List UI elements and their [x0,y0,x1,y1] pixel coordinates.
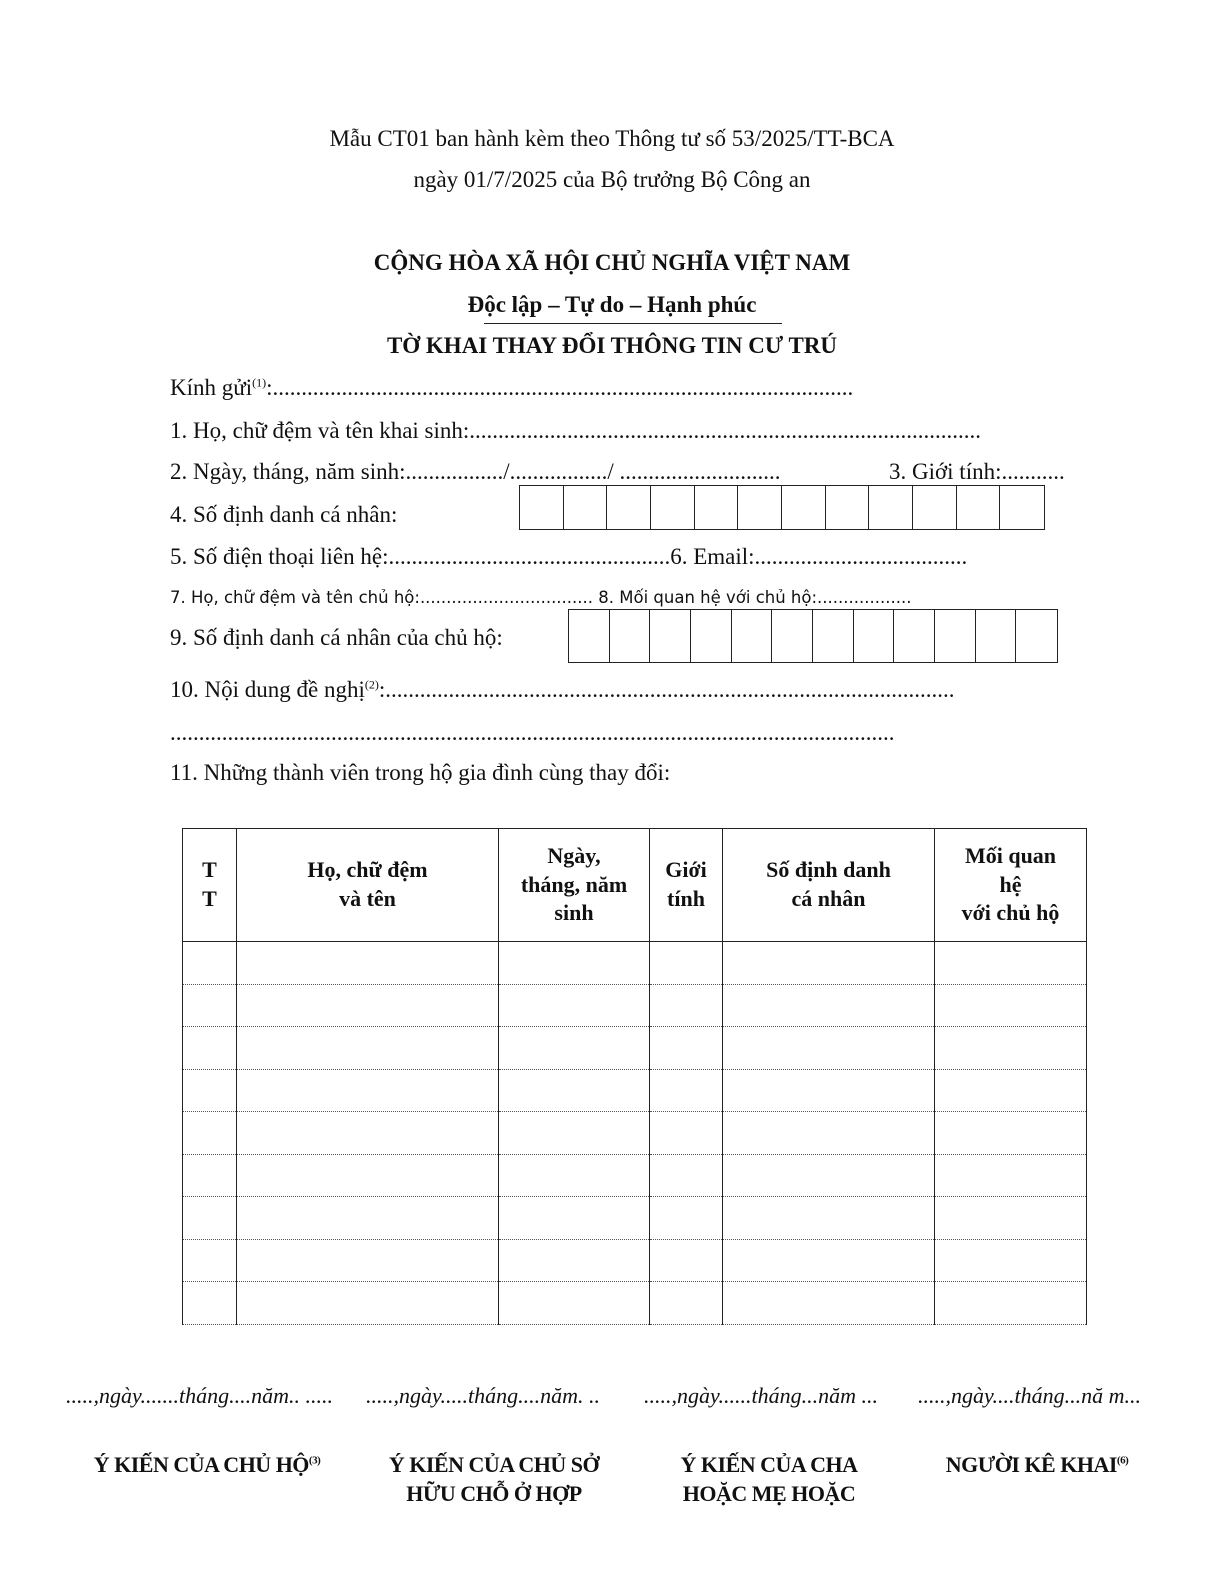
table-cell[interactable] [935,1282,1087,1325]
id-digit-box[interactable] [1016,610,1057,662]
id-digit-box[interactable] [894,610,935,662]
personal-id-boxes[interactable] [519,485,1045,530]
field-date-of-birth[interactable]: 2. Ngày, tháng, năm sinh:................./................./ ............................ [170,459,781,484]
table-cell[interactable] [183,984,237,1027]
motto-underline [484,323,782,324]
table-row [183,1239,1087,1282]
parent-opinion-label: Ý KIẾN CỦA CHA HOẶC MẸ HOẶC [680,1452,858,1506]
id-digit-box[interactable] [957,486,1001,529]
footnote-3-marker: (3) [308,1454,321,1467]
national-motto: Độc lập – Tự do – Hạnh phúc [467,292,757,317]
household-head-id-boxes[interactable] [568,609,1058,663]
id-digit-box[interactable] [772,610,813,662]
table-cell[interactable] [723,1239,935,1282]
id-digit-box[interactable] [610,610,651,662]
table-cell[interactable] [723,1197,935,1240]
table-cell[interactable] [723,942,935,985]
id-digit-box[interactable] [813,610,854,662]
table-cell[interactable] [499,942,650,985]
form-reference-line-1: Mẫu CT01 ban hành kèm theo Thông tư số 53/2025/TT-BCA [329,126,895,151]
header-gender: Giới tính [650,829,723,942]
table-cell[interactable] [723,1282,935,1325]
recipient-label: Kính gửi [170,375,253,400]
field-birth-name[interactable]: 1. Họ, chữ đệm và tên khai sinh:......................................................................................... [170,418,982,443]
table-cell[interactable] [183,1027,237,1070]
id-digit-box[interactable] [732,610,773,662]
form-reference-line-2: ngày 01/7/2025 của Bộ trưởng Bộ Công an [413,167,811,192]
table-cell[interactable] [723,1154,935,1197]
table-cell[interactable] [237,984,499,1027]
table-cell[interactable] [183,1282,237,1325]
table-cell[interactable] [650,1027,723,1070]
id-digit-box[interactable] [520,486,564,529]
table-cell[interactable] [499,984,650,1027]
table-row [183,1154,1087,1197]
table-cell[interactable] [935,1239,1087,1282]
table-cell[interactable] [183,1112,237,1155]
id-digit-box[interactable] [854,610,895,662]
table-cell[interactable] [237,1112,499,1155]
family-members-table [182,828,1087,1325]
table-cell[interactable] [935,1112,1087,1155]
id-digit-box[interactable] [738,486,782,529]
id-digit-box[interactable] [650,610,691,662]
request-content-label: 10. Nội dung đề nghị [170,677,365,702]
field-family-members-label: 11. Những thành viên trong hộ gia đình cùng thay đổi: [170,760,671,785]
table-cell[interactable] [183,1239,237,1282]
table-cell[interactable] [723,1112,935,1155]
table-row [183,1282,1087,1325]
id-digit-box[interactable] [976,610,1017,662]
table-cell[interactable] [650,1197,723,1240]
table-cell[interactable] [237,1282,499,1325]
id-digit-box[interactable] [569,610,610,662]
form-title: TỜ KHAI THAY ĐỔI THÔNG TIN CƯ TRÚ [386,333,838,358]
header-personal-id: Số định danh cá nhân [723,829,935,942]
header-index: T T [183,829,237,942]
table-cell[interactable] [499,1239,650,1282]
field-household-head-id-label: 9. Số định danh cá nhân của chủ hộ: [170,625,503,650]
request-content-dots[interactable]: :................................................................................................... [378,677,955,702]
footnote-2-marker: (2) [364,677,379,692]
signature-title-declarant [922,1451,1152,1480]
table-cell[interactable] [650,1239,723,1282]
field-personal-id-label: 4. Số định danh cá nhân: [170,502,398,527]
table-cell[interactable] [935,1069,1087,1112]
table-cell[interactable] [650,942,723,985]
table-cell[interactable] [183,1197,237,1240]
table-cell[interactable] [499,1112,650,1155]
country-name: CỘNG HÒA XÃ HỘI CHỦ NGHĨA VIỆT NAM [373,250,851,275]
table-cell[interactable] [723,1027,935,1070]
table-cell[interactable] [237,1027,499,1070]
table-cell[interactable] [183,942,237,985]
field-request-content [170,677,955,703]
table-cell[interactable] [183,1154,237,1197]
table-cell[interactable] [650,1154,723,1197]
signature-title-household-head [62,1451,352,1480]
signature-date-parent[interactable]: .....,ngày......tháng...năm ... [644,1383,879,1408]
table-header-row [183,829,1087,942]
table-cell[interactable] [723,1069,935,1112]
signature-date-declarant[interactable]: .....,ngày....tháng...nă m... [918,1383,1142,1408]
signature-title-owner [368,1451,620,1508]
id-digit-box[interactable] [691,610,732,662]
id-digit-box[interactable] [935,610,976,662]
id-digit-box[interactable] [607,486,651,529]
id-digit-box[interactable] [826,486,870,529]
field-household-head[interactable]: 7. Họ, chữ đệm và tên chủ hộ:................................. 8. Mối quan hệ với chủ hộ:.................. [170,588,912,607]
table-cell[interactable] [935,1154,1087,1197]
table-cell[interactable] [237,1154,499,1197]
table-cell[interactable] [237,1239,499,1282]
signature-date-owner[interactable]: .....,ngày.....tháng....năm. .. [366,1383,601,1408]
table-row [183,984,1087,1027]
table-cell[interactable] [650,1282,723,1325]
recipient-dots[interactable]: :..................................................................................................... [266,375,854,400]
table-cell[interactable] [237,942,499,985]
table-cell[interactable] [723,984,935,1027]
id-digit-box[interactable] [782,486,826,529]
id-digit-box[interactable] [564,486,608,529]
id-digit-box[interactable] [913,486,957,529]
table-cell[interactable] [499,1069,650,1112]
footnote-1-marker: (1) [252,375,267,390]
table-cell[interactable] [499,1027,650,1070]
table-cell[interactable] [650,984,723,1027]
id-digit-box[interactable] [651,486,695,529]
header-full-name: Họ, chữ đệm và tên [237,829,499,942]
table-cell[interactable] [237,1197,499,1240]
table-cell[interactable] [650,1112,723,1155]
signature-title-parent [654,1451,884,1508]
id-digit-box[interactable] [1000,486,1044,529]
table-row [183,1027,1087,1070]
id-digit-box[interactable] [695,486,739,529]
table-cell[interactable] [237,1069,499,1112]
field-phone-email[interactable]: 5. Số điện thoại liên hệ:.................................................6. Email:..................................... [170,544,968,569]
recipient-line [170,375,853,401]
table-cell[interactable] [935,1027,1087,1070]
table-cell[interactable] [499,1197,650,1240]
field-gender[interactable]: 3. Giới tính:........... [889,459,1065,484]
table-row [183,1112,1087,1155]
table-cell[interactable] [935,942,1087,985]
request-content-continuation[interactable]: .............................................................................................................................. [170,720,895,745]
header-date-of-birth: Ngày, tháng, năm sinh [499,829,650,942]
table-cell[interactable] [935,1197,1087,1240]
table-row [183,1069,1087,1112]
header-relationship: Mối quan hệ với chủ hộ [935,829,1087,942]
table-cell[interactable] [183,1069,237,1112]
table-cell[interactable] [650,1069,723,1112]
id-digit-box[interactable] [869,486,913,529]
owner-opinion-label: Ý KIẾN CỦA CHỦ SỞ HỮU CHỖ Ở HỢP [388,1452,600,1506]
table-row [183,942,1087,985]
declarant-label: NGƯỜI KÊ KHAI [945,1452,1117,1477]
signature-date-household-head[interactable]: .....,ngày.......tháng....năm.. ..... [66,1383,334,1408]
table-cell[interactable] [499,1154,650,1197]
table-cell[interactable] [499,1282,650,1325]
table-cell[interactable] [935,984,1087,1027]
household-head-opinion-label: Ý KIẾN CỦA CHỦ HỘ [93,1452,309,1477]
footnote-6-marker: (6) [1116,1454,1129,1467]
table-row [183,1197,1087,1240]
